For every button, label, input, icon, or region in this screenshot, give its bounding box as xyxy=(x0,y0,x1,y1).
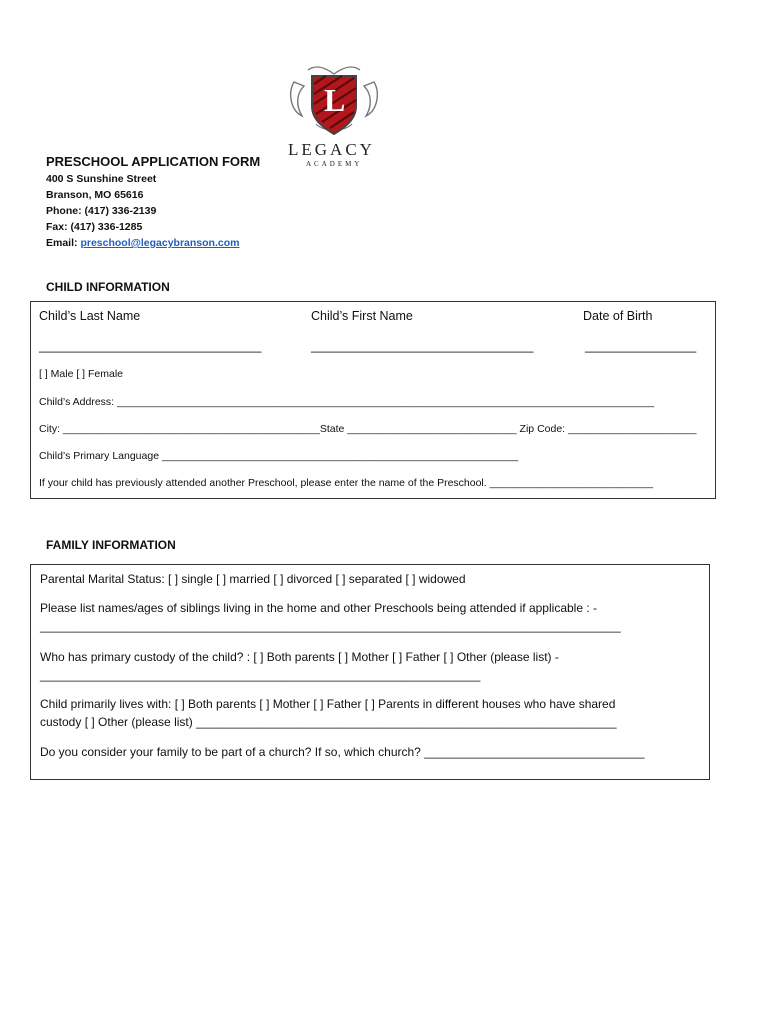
siblings-field[interactable]: _______________________________________________________________________________________ xyxy=(40,619,621,633)
city-line: Branson, MO 65616 xyxy=(46,189,144,201)
phone-line: Phone: (417) 336-2139 xyxy=(46,205,157,217)
child-address-field[interactable]: Child’s Address: ____________________________________________________________________________________________ xyxy=(39,396,655,408)
dob-label: Date of Birth xyxy=(583,309,653,323)
custody-other-field[interactable]: __________________________________________________________________ xyxy=(40,668,481,682)
primary-language-field[interactable]: Child’s Primary Language _____________________________________________________________ xyxy=(39,450,519,462)
lives-with-other-field[interactable]: custody [ ] Other (please list) _______________________________________________________________ xyxy=(40,715,617,729)
gender-checkboxes[interactable]: [ ] Male [ ] Female xyxy=(39,368,124,380)
church-field[interactable]: Do you consider your family to be part of a church? If so, which church? _________________________________ xyxy=(40,745,645,759)
previous-preschool-field[interactable]: If your child has previously attended another Preschool, please enter the name of the Preschool. ____________________________ xyxy=(39,477,654,489)
lives-with-checkboxes[interactable]: Child primarily lives with: [ ] Both parents [ ] Mother [ ] Father [ ] Parents in different houses who have shared xyxy=(40,697,616,711)
logo-wordmark: LEGACY xyxy=(288,140,375,159)
last-name-field[interactable]: ________________________________ xyxy=(39,339,262,353)
child-info-box xyxy=(30,301,716,499)
first-name-label: Child’s First Name xyxy=(311,309,413,323)
form-title: PRESCHOOL APPLICATION FORM xyxy=(46,154,261,169)
child-info-heading: CHILD INFORMATION xyxy=(46,280,170,294)
family-info-box xyxy=(30,564,710,780)
email-label: Email: xyxy=(46,237,81,249)
logo-letter: L xyxy=(324,82,346,118)
city-state-zip-field[interactable]: City: ____________________________________________State _____________________________ Zip Code: ______________________ xyxy=(39,423,697,435)
logo-subtitle: ACADEMY xyxy=(306,160,363,168)
siblings-label: Please list names/ages of siblings living in the home and other Preschools being attended if applicable : - xyxy=(40,601,597,615)
last-name-label: Child’s Last Name xyxy=(39,309,141,323)
address-line: 400 S Sunshine Street xyxy=(46,173,157,185)
first-name-field[interactable]: ________________________________ xyxy=(311,339,534,353)
custody-checkboxes[interactable]: Who has primary custody of the child? : [ ] Both parents [ ] Mother [ ] Father [ ] Other (please list) - xyxy=(40,650,559,664)
email-link[interactable]: preschool@legacybranson.com xyxy=(80,237,240,249)
marital-status-checkboxes[interactable]: Parental Marital Status: [ ] single [ ] married [ ] divorced [ ] separated [ ] widowed xyxy=(40,572,466,586)
fax-line: Fax: (417) 336-1285 xyxy=(46,221,143,233)
family-info-heading: FAMILY INFORMATION xyxy=(46,538,176,552)
dob-field[interactable]: ________________ xyxy=(585,339,697,353)
email-line xyxy=(46,237,239,249)
